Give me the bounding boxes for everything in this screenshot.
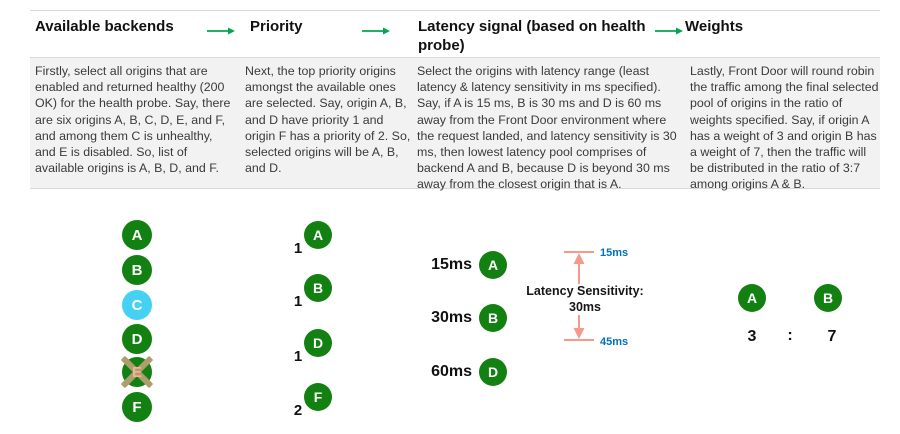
description-available-backends: Firstly, select all origins that are enabled and returned healthy (200 OK) for the health probe. Say, there are six origins A, B, C, D, E, and F, and among them C is unhealthy, and E is disabled. So, list of available origins is A, B, D, and F.	[35, 64, 231, 176]
header-latency-signal: Latency signal (based on health probe)	[418, 18, 646, 54]
header-available-backends: Available backends	[35, 18, 174, 35]
backend-node-label: D	[131, 330, 143, 348]
latency-node-b	[479, 304, 507, 332]
latency-node-label: B	[487, 310, 499, 326]
step-arrow-icon	[361, 25, 391, 37]
backend-node-label: B	[131, 261, 143, 279]
backend-node-label: E	[131, 363, 142, 381]
latency-sensitivity-value: 30ms	[569, 299, 601, 314]
priority-node-f	[304, 383, 332, 411]
description-weights: Lastly, Front Door will round robin the traffic among the final selected pool of origins in the ratio of weights specified. Say, if origin A has a weight of 3 and origin B has a weight of 7, then the traffic will be distributed in the ratio of 3:7 among origins A & B.	[690, 64, 879, 192]
backend-node-a	[122, 220, 152, 250]
latency-node-label: D	[487, 364, 499, 380]
description-priority: Next, the top priority origins amongst the available ones are selected. Say, origin A, B, and D have priority 1 and origin F has a priority of 2. So, selected origins will be A, B, and D.	[245, 64, 411, 176]
priority-value: 1	[293, 293, 303, 310]
latency-value-label: 60ms	[431, 363, 472, 380]
latency-range-bottom-label: 45ms	[600, 336, 629, 348]
step-arrow-icon	[654, 25, 684, 37]
header-weights: Weights	[685, 18, 744, 35]
description-latency-signal: Select the origins with latency range (least latency & latency sensitivity in ms specified). Say, if A is 15 ms, B is 30 ms and D is 60 ms away from the Front Door environment where the request landed, and latency sensitivity is 30 ms, then lowest latency pool comprises of backend A and B, because D is beyond 30 ms away from the closest origin that is A.	[417, 64, 677, 192]
priority-node-label: F	[313, 389, 323, 405]
backend-node-d	[122, 324, 152, 354]
latency-range-top-label: 15ms	[600, 247, 629, 259]
priority-value: 1	[293, 348, 303, 365]
weight-node-label: A	[746, 290, 758, 306]
priority-node-label: D	[312, 335, 324, 351]
weight-node-a	[738, 284, 766, 312]
priority-value: 1	[293, 240, 303, 257]
latency-sensitivity-label	[515, 284, 655, 315]
table-header-row	[30, 11, 880, 57]
backend-node-f	[122, 392, 152, 422]
backend-node-b	[122, 255, 152, 285]
weight-value-a: 3	[747, 328, 757, 345]
ratio-separator: :	[787, 327, 793, 344]
latency-node-d	[479, 358, 507, 386]
latency-value-label: 30ms	[431, 309, 472, 326]
backend-node-label: F	[132, 398, 142, 416]
priority-value: 2	[293, 402, 303, 419]
table-description-row	[30, 57, 880, 192]
latency-value-label: 15ms	[431, 256, 472, 273]
weight-node-b	[814, 284, 842, 312]
priority-node-b	[304, 274, 332, 302]
backend-node-label: C	[131, 296, 143, 314]
priority-node-label: A	[312, 227, 324, 243]
backend-node-label: A	[131, 226, 143, 244]
header-priority: Priority	[250, 18, 303, 35]
latency-sensitivity-title: Latency Sensitivity:	[526, 284, 644, 298]
routing-steps-table	[30, 10, 880, 192]
latency-node-label: A	[487, 257, 499, 273]
priority-node-label: B	[312, 280, 324, 296]
latency-node-a	[479, 251, 507, 279]
backend-node-e-disabled	[122, 357, 152, 387]
priority-node-d	[304, 329, 332, 357]
priority-node-a	[304, 221, 332, 249]
weight-value-b: 7	[827, 328, 837, 345]
step-arrow-icon	[206, 25, 236, 37]
weight-node-label: B	[822, 290, 834, 306]
backend-node-c-unhealthy	[122, 290, 152, 320]
